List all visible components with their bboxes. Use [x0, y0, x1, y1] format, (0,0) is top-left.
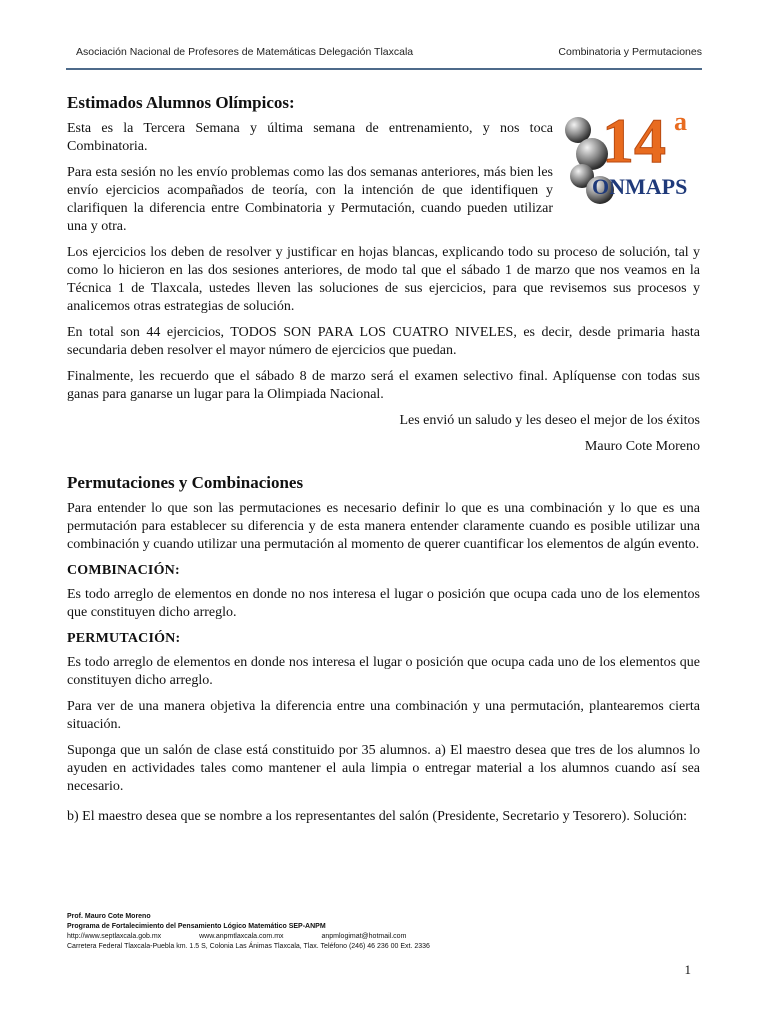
- page-footer: [67, 912, 442, 952]
- footer-email[interactable]: anpmlogimat@hotmail.com: [321, 933, 407, 940]
- logo-text: ONMAPS: [592, 174, 688, 199]
- intro-paragraph-3: Los ejercicios los deben de resolver y justificar en hojas blancas, explicando todo su proceso de solución, tal y como lo hicieron en las dos sesiones anteriores, de modo tal que el sábado 1 de marzo que nos veamos en la Técnica 1 de Tlaxcala, ustedes lleven las soluciones de sus ejercicios, para que revisemos sus procesos y analicemos otras estrategias de solución.: [67, 245, 700, 314]
- intro-title: Estimados Alumnos Olímpicos:: [67, 93, 295, 112]
- intro-paragraph-5: Finalmente, les recuerdo que el sábado 8 de marzo será el examen selectivo final. Aplíquense con todas sus ganas para ganarse un lugar para la Olimpiada Nacional.: [67, 369, 700, 402]
- footer-link-anpm[interactable]: www.anpmtlaxcala.com.mx: [199, 933, 284, 940]
- intro-paragraph-2: Para esta sesión no les envío problemas como las dos semanas anteriores, más bien les envío ejercicios acompañados de teoría, con la intención de que identifiquen y clarifiquen la diferencia entre Combinatoria y Permutación, cuando pueden utilizar una y otra.: [67, 165, 553, 234]
- section-paragraph-4: b) El maestro desea que se nombre a los representantes del salón (Presidente, Secretario y Tesorero). Solución:: [67, 809, 688, 824]
- section-paragraph-3: Suponga que un salón de clase está constituido por 35 alumnos. a) El maestro desea que tres de los alumnos lo ayuden en actividades tales como mantener el aula limpia o entregar material a los alumnos cuando así sea necesario.: [67, 743, 700, 794]
- page-header: [66, 40, 702, 70]
- page-number: 1: [684, 962, 691, 977]
- header-organization: Asociación Nacional de Profesores de Matemáticas Delegación Tlaxcala: [76, 46, 414, 58]
- section-paragraph-1: Para entender lo que son las permutaciones es necesario definir lo que es una combinación y lo que es una permutación para establecer su diferencia y de esta manera entender claramente cuando es posible utilizar una combinación y cuando utilizar una permutación al momento de querer cuantificar los elementos de algún evento.: [67, 501, 700, 552]
- footer-author: Prof. Mauro Cote Moreno: [67, 913, 151, 920]
- header-topic: Combinatoria y Permutaciones: [558, 46, 702, 58]
- permutacion-heading: PERMUTACIÓN:: [67, 631, 181, 646]
- footer-link-sep[interactable]: http://www.septlaxcala.gob.mx: [67, 933, 162, 940]
- intro-paragraph-1: Esta es la Tercera Semana y última semana de entrenamiento, y nos toca Combinatoria.: [67, 121, 553, 154]
- footer-program: Programa de Fortalecimiento del Pensamiento Lógico Matemático SEP-ANPM: [67, 923, 326, 930]
- logo-number: 14: [602, 105, 666, 176]
- closing-line: Les envió un saludo y les deseo el mejor de los éxitos: [399, 413, 700, 428]
- section-paragraph-2: Para ver de una manera objetiva la diferencia entre una combinación y una permutación, plantearemos cierta situación.: [67, 699, 700, 732]
- footer-address: Carretera Federal Tlaxcala-Puebla km. 1.5 S, Colonia Las Ánimas Tlaxcala, Tlax. Teléfono (246) 46 236 00 Ext. 2336: [67, 943, 430, 950]
- footer-links: [67, 932, 442, 942]
- permutacion-definition: Es todo arreglo de elementos en donde nos interesa el lugar o posición que ocupa cada uno de los elementos que constituyen dicho arreglo.: [67, 655, 700, 688]
- section-title: Permutaciones y Combinaciones: [67, 473, 304, 492]
- combinacion-heading: COMBINACIÓN:: [67, 563, 180, 578]
- document-body: [67, 92, 700, 838]
- combinacion-definition: Es todo arreglo de elementos en donde no nos interesa el lugar o posición que ocupa cada uno de los elementos que constituyen dicho arreglo.: [67, 587, 700, 620]
- signature: Mauro Cote Moreno: [584, 439, 700, 454]
- intro-paragraph-4: En total son 44 ejercicios, TODOS SON PARA LOS CUATRO NIVELES, es decir, desde primaria hasta secundaria deben resolver el mayor número de ejercicios que puedan.: [67, 325, 700, 358]
- logo-superscript: a: [674, 107, 687, 136]
